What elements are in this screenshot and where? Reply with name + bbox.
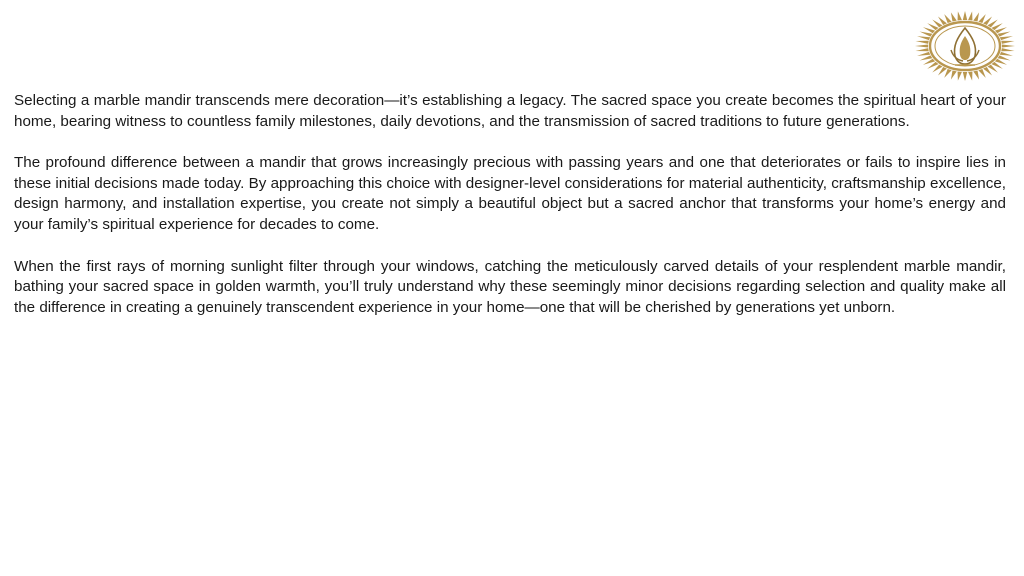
emblem-ray	[951, 12, 957, 21]
emblem-ray	[917, 36, 930, 40]
emblem-ray	[1000, 36, 1013, 40]
mandir-emblem-icon	[913, 10, 1017, 82]
emblem-ray	[920, 31, 933, 36]
emblem-ray	[973, 70, 979, 79]
emblem-ray	[1001, 48, 1014, 51]
emblem-ray	[958, 11, 962, 20]
emblem-ray	[998, 31, 1011, 36]
paragraph-intro: Selecting a marble mandir transcends mere decoration—it’s establishing a legacy. The sacred space you create becomes the spiritual heart of your home, bearing witness to countless family milestones, daily devotions, and the transmission of sacred traditions to future generations.	[14, 92, 1006, 130]
emblem-ray	[998, 55, 1011, 60]
brand-logo	[913, 10, 1017, 82]
emblem-ray	[1000, 52, 1013, 56]
emblem-ray	[958, 71, 962, 80]
emblem-ray	[920, 55, 933, 60]
document-body	[14, 91, 1006, 339]
emblem-ray	[1002, 44, 1015, 47]
emblem-ray	[916, 48, 929, 51]
emblem-ray	[973, 12, 979, 21]
emblem-ray	[978, 69, 985, 78]
emblem-ray	[944, 14, 951, 23]
emblem-ray	[944, 69, 951, 78]
emblem-ray	[963, 11, 967, 20]
emblem-ray	[1001, 41, 1014, 44]
emblem-ray	[916, 41, 929, 44]
emblem-ray	[968, 11, 972, 20]
emblem-ray	[963, 72, 967, 81]
emblem-ray	[915, 44, 928, 47]
paragraph-closing: When the first rays of morning sunlight filter through your windows, catching the meticulously carved details of your resplendent marble mandir, bathing your sacred space in golden warmth, you’ll truly understand why these seemingly minor decisions regarding selection and quality make all the difference in creating a genuinely transcendent experience in your home—one that will be cherished by generations yet unborn.	[14, 257, 1006, 316]
emblem-ray	[978, 14, 985, 23]
emblem-ray	[951, 70, 957, 79]
emblem-ray	[917, 52, 930, 56]
emblem-ray	[968, 71, 972, 80]
paragraph-decision: The profound difference between a mandir that grows increasingly precious with passing years and one that deteriorates or fails to inspire lies in these initial decisions made today. By approaching this choice with designer-level considerations for material authenticity, craftsmanship excellence, design harmony, and installation expertise, you create not simply a beautiful object but a sacred anchor that transforms your home’s energy and your family’s spiritual experience for decades to come.	[14, 154, 1006, 233]
